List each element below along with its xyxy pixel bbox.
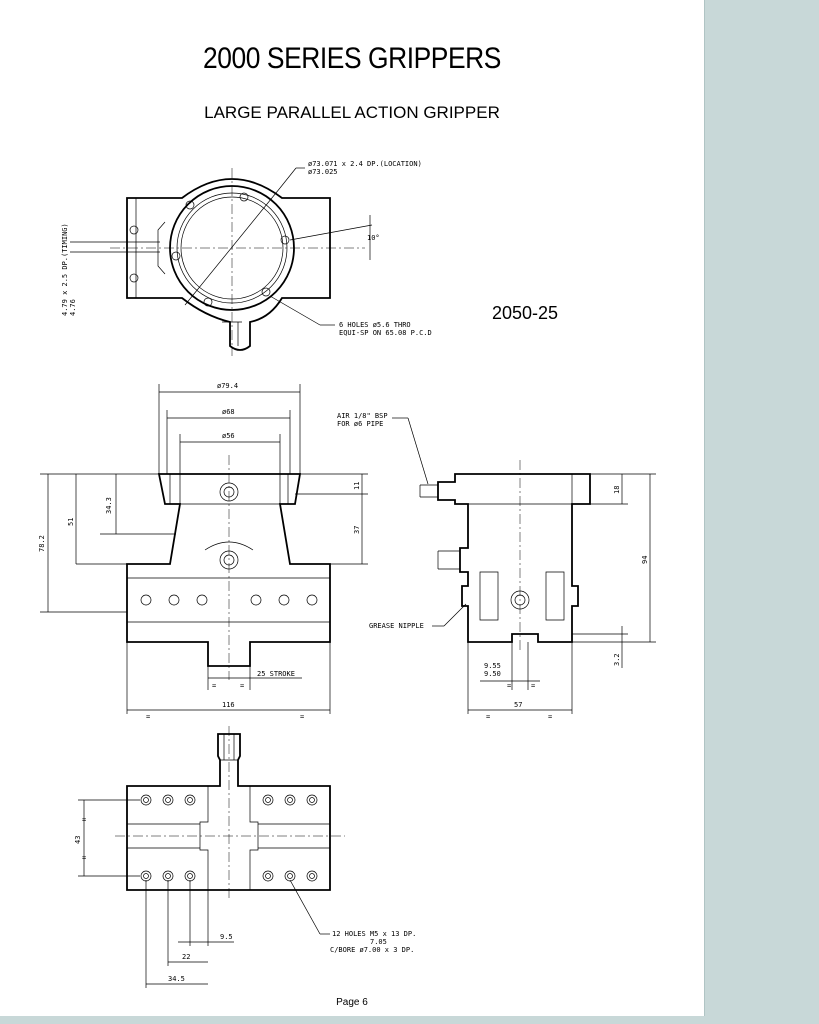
mount-holes-label-2: 7.05 bbox=[370, 938, 387, 946]
equal-mark: = bbox=[212, 682, 217, 690]
holes-label-2: EQUI-SP ON 65.08 P.C.D bbox=[339, 329, 432, 337]
dim-h343: 34.3 bbox=[105, 497, 113, 514]
page-title: 2000 SERIES GRIPPERS bbox=[203, 42, 501, 75]
timing-label-2: 4.76 bbox=[69, 299, 77, 316]
location-bore-label-2: ø73.025 bbox=[308, 168, 338, 176]
side-view bbox=[337, 412, 656, 721]
dim-w116: 116 bbox=[222, 701, 235, 709]
dim-h32: 3.2 bbox=[613, 653, 621, 666]
bottom-view bbox=[74, 726, 416, 988]
dim-h11: 11 bbox=[353, 481, 361, 490]
dim-h94: 94 bbox=[641, 555, 649, 564]
page-subtitle: LARGE PARALLEL ACTION GRIPPER bbox=[204, 103, 500, 122]
equal-mark: = bbox=[82, 854, 87, 862]
equal-mark: = bbox=[507, 682, 512, 690]
equal-mark: = bbox=[240, 682, 245, 690]
dim-w57: 57 bbox=[514, 701, 523, 709]
model-number: 2050-25 bbox=[492, 303, 559, 323]
dim-b345: 34.5 bbox=[168, 975, 185, 983]
dim-d56: ø56 bbox=[222, 432, 235, 440]
dim-b22: 22 bbox=[182, 953, 191, 961]
equal-mark: = bbox=[146, 713, 151, 721]
dim-p950: 9.50 bbox=[484, 670, 501, 678]
mount-holes-label: 12 HOLES M5 x 13 DP. bbox=[332, 930, 417, 938]
timing-label: 4.79 x 2.5 DP.(TIMING) bbox=[61, 223, 69, 316]
dim-h782: 78.2 bbox=[38, 535, 46, 552]
air-label: AIR 1/8" BSP bbox=[337, 412, 388, 420]
dim-h37: 37 bbox=[353, 525, 361, 534]
equal-mark: = bbox=[486, 713, 491, 721]
equal-mark: = bbox=[82, 816, 87, 824]
dim-h51: 51 bbox=[67, 517, 75, 526]
air-label-2: FOR ø6 PIPE bbox=[337, 420, 384, 428]
page-number: Page 6 bbox=[336, 997, 368, 1008]
top-view bbox=[61, 160, 432, 356]
dim-h43: 43 bbox=[74, 835, 82, 844]
dim-b95: 9.5 bbox=[220, 933, 233, 941]
dim-d68: ø68 bbox=[222, 408, 235, 416]
equal-mark: = bbox=[300, 713, 305, 721]
dim-d794: ø79.4 bbox=[217, 382, 239, 390]
holes-label: 6 HOLES ø5.6 THRO bbox=[339, 321, 411, 329]
angle-label: 10° bbox=[367, 234, 380, 242]
location-bore-label: ø73.071 x 2.4 DP.(LOCATION) bbox=[308, 160, 422, 168]
mount-holes-label-3: C/BORE ø7.00 x 3 DP. bbox=[330, 946, 415, 954]
grease-label: GREASE NIPPLE bbox=[369, 622, 424, 630]
equal-mark: = bbox=[548, 713, 553, 721]
stroke-label: 25 STROKE bbox=[257, 670, 295, 678]
dim-h18: 18 bbox=[613, 485, 621, 494]
equal-mark: = bbox=[531, 682, 536, 690]
dim-p955: 9.55 bbox=[484, 662, 501, 670]
front-view bbox=[38, 382, 368, 721]
